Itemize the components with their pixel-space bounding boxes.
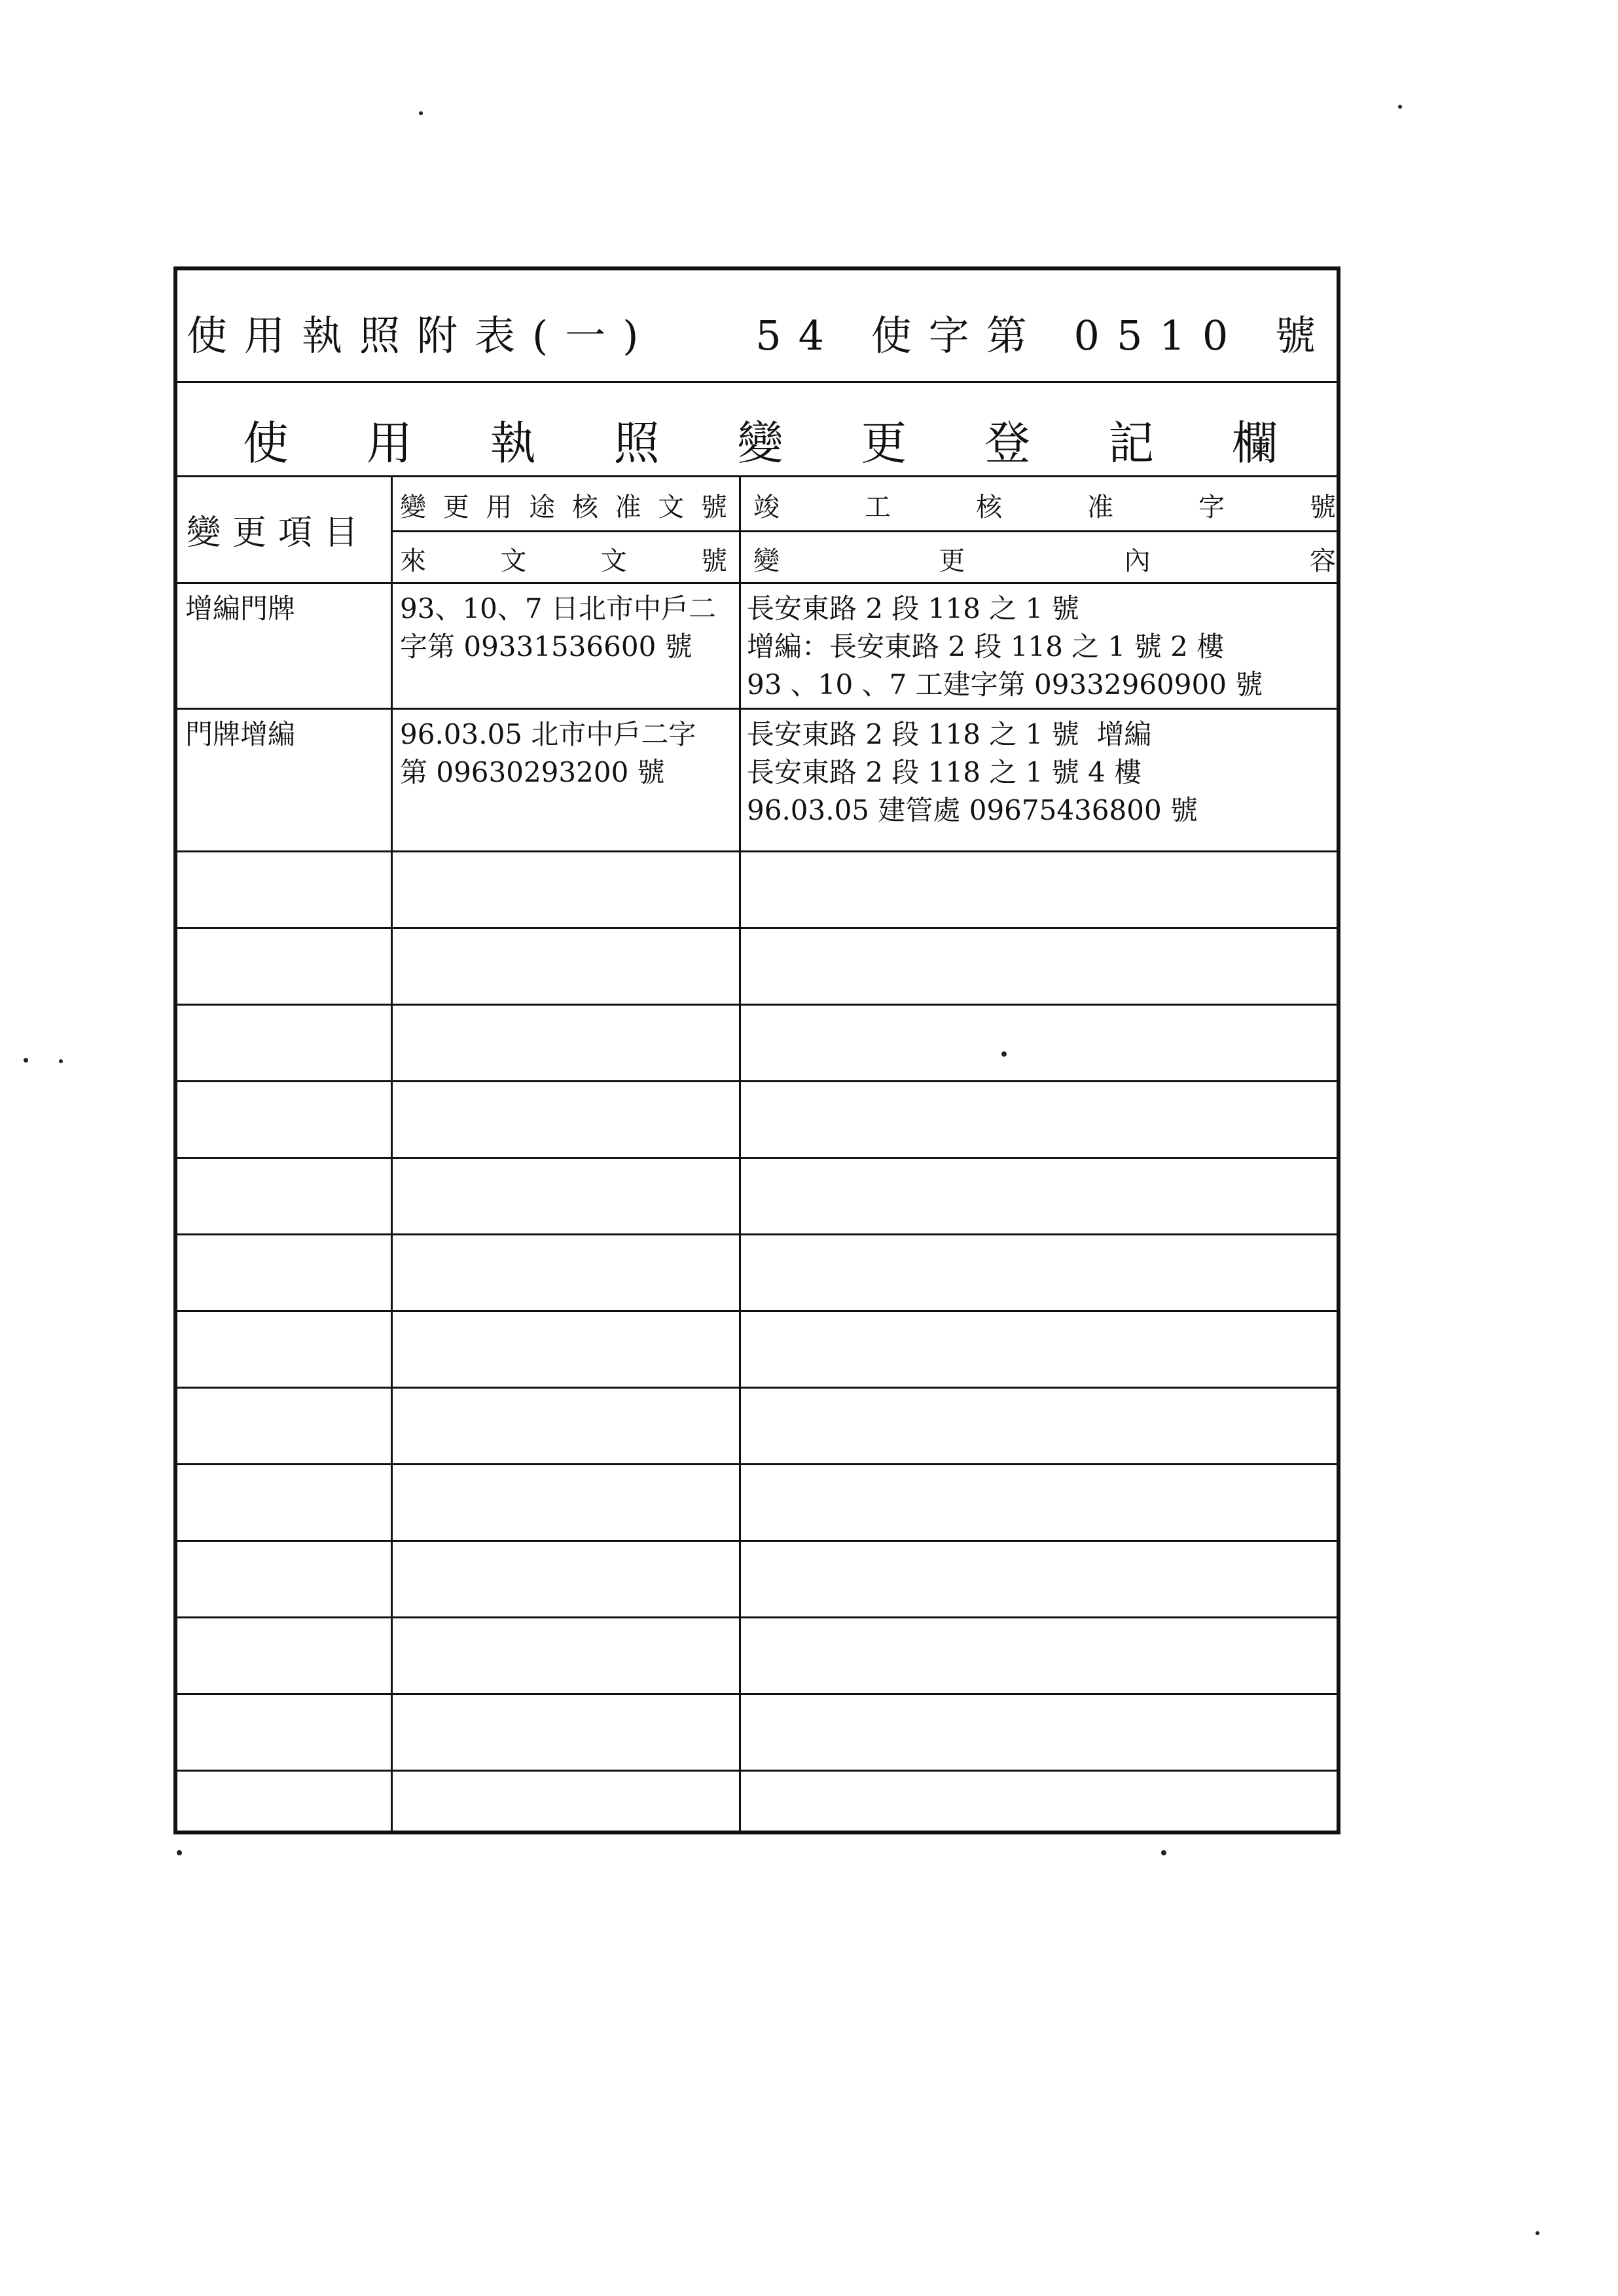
heading-row <box>177 383 1337 477</box>
empty-row-divider <box>177 1004 1337 1006</box>
empty-row-divider <box>177 1233 1337 1235</box>
scan-speck <box>419 111 423 115</box>
header-char: 變 <box>400 492 426 522</box>
empty-row-divider <box>177 1693 1337 1695</box>
header-char: 准 <box>615 492 641 522</box>
scan-speck <box>1536 2231 1539 2235</box>
heading-char: 變 <box>737 416 783 470</box>
form-title: 使用執照附表(一) <box>187 312 656 359</box>
header-sub-divider <box>391 530 1337 532</box>
empty-row-divider <box>177 1616 1337 1618</box>
scan-speck <box>1398 105 1402 109</box>
section-heading <box>243 407 1278 473</box>
header-char: 字 <box>1198 492 1225 522</box>
header-char: 文 <box>600 546 627 576</box>
header-char: 號 <box>700 546 727 576</box>
header-char: 文 <box>500 546 527 576</box>
empty-row-divider <box>177 850 1337 852</box>
header-char: 內 <box>1124 546 1151 576</box>
header-char: 途 <box>529 492 556 522</box>
scan-speck <box>1161 1850 1166 1855</box>
column-divider <box>739 477 741 1831</box>
header-char: 文 <box>658 492 685 522</box>
license-number: 54 使字第 0510 號 <box>755 312 1333 359</box>
scan-speck <box>24 1058 28 1063</box>
column-header-usage-approval <box>400 486 727 524</box>
empty-row-divider <box>177 1540 1337 1542</box>
heading-char: 用 <box>366 416 412 470</box>
empty-row-divider <box>177 1387 1337 1389</box>
heading-char: 記 <box>1108 416 1155 470</box>
empty-row-divider <box>177 1310 1337 1312</box>
header-char: 來 <box>400 546 426 576</box>
header-char: 更 <box>939 546 965 576</box>
empty-row-divider <box>177 927 1337 929</box>
header-char: 號 <box>700 492 727 522</box>
scan-speck <box>177 1850 182 1855</box>
header-char: 號 <box>1310 492 1336 522</box>
heading-char: 更 <box>861 416 907 470</box>
row-1-doc: 93、10、7 日北市中戶二 字第 09331536600 號 <box>400 592 716 663</box>
heading-char: 使 <box>243 416 289 470</box>
header-char: 容 <box>1309 546 1336 576</box>
column-header-item: 變更項目 <box>187 513 370 553</box>
header-char: 竣 <box>753 492 780 522</box>
empty-row-divider <box>177 1770 1337 1772</box>
header-char: 用 <box>486 492 512 522</box>
column-header-change-content <box>753 540 1336 577</box>
scan-speck <box>1001 1051 1007 1057</box>
heading-char: 照 <box>613 416 660 470</box>
header-divider <box>177 582 1337 584</box>
header-char: 准 <box>1087 492 1113 522</box>
empty-row-divider <box>177 1080 1337 1082</box>
heading-char: 登 <box>984 416 1031 470</box>
empty-row-divider <box>177 1157 1337 1159</box>
row-divider <box>177 708 1337 710</box>
header-char: 核 <box>976 492 1002 522</box>
header-char: 核 <box>571 492 598 522</box>
heading-char: 欄 <box>1232 416 1278 470</box>
scan-speck <box>59 1059 63 1063</box>
column-divider <box>391 477 393 1831</box>
row-2-doc: 96.03.05 北市中戶二字 第 09630293200 號 <box>400 718 696 788</box>
header-char: 變 <box>753 546 780 576</box>
header-char: 更 <box>442 492 469 522</box>
row-1-content: 長安東路 2 段 118 之 1 號 增編：長安東路 2 段 118 之 1 號 2 樓 93 、10 、7 工建字第 09332960900 號 <box>747 592 1263 701</box>
row-2-item: 門牌增編 <box>185 718 296 750</box>
empty-row-divider <box>177 1463 1337 1465</box>
column-header-incoming-doc <box>400 540 727 577</box>
column-header-completion-approval <box>753 486 1336 524</box>
row-2-content: 長安東路 2 段 118 之 1 號 增編 長安東路 2 段 118 之 1 號 4 樓 96.03.05 建管處 09675436800 號 <box>747 718 1198 826</box>
change-register-table <box>173 266 1340 1834</box>
title-row <box>177 270 1337 383</box>
row-1-item: 增編門牌 <box>185 592 296 625</box>
header-char: 工 <box>865 492 891 522</box>
heading-char: 執 <box>490 416 536 470</box>
